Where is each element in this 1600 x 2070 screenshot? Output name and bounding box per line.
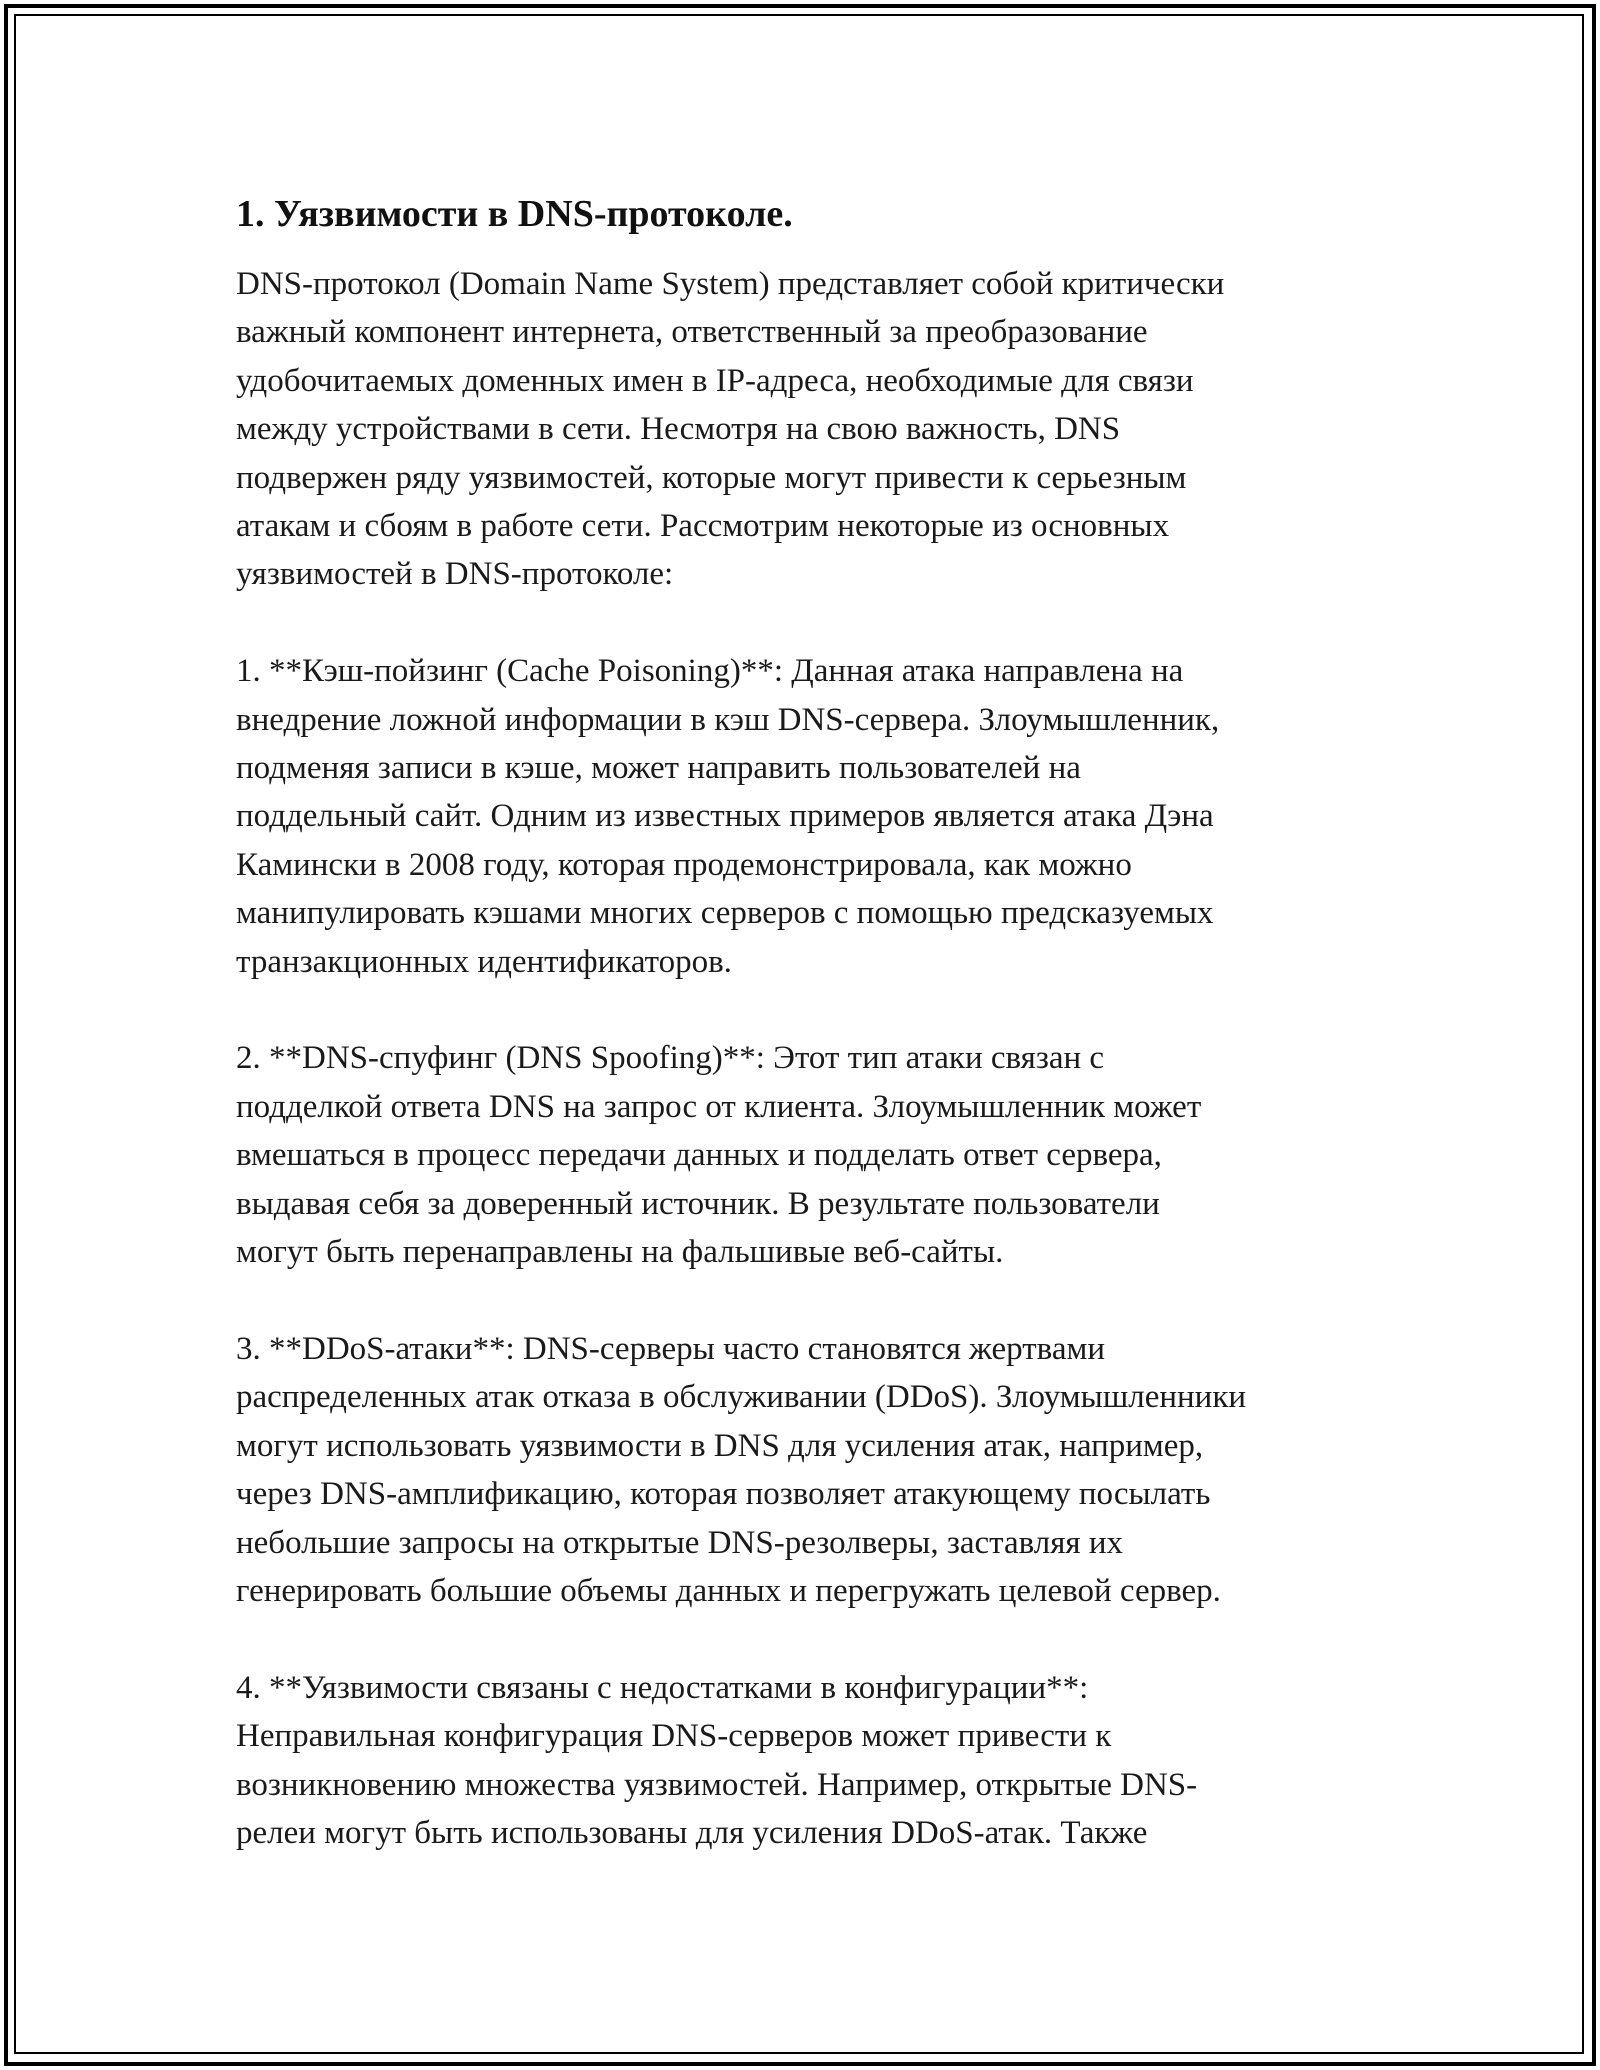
paragraph-ddos: 3. **DDoS-атаки**: DNS-серверы часто становятся жертвами распределенных атак отказа в обслуживании (DDoS). Злоумышленники могут использовать уязвимости в DNS для усиления атак, например, через DNS-амплификацию, которая позволяет атакующему посылать небольшие запросы на открытые DNS-резолверы, заставляя их генерировать большие объемы данных и перегружать целевой сервер. [236,1330,1247,1609]
paragraph-configuration: 4. **Уязвимости связаны с недостатками в конфигурации**: Неправильная конфигурация DNS-серверов может привести к возникновению множества уязвимостей. Например, открытые DNS- релеи могут быть использованы для усиления DDoS-атак. Также [236,1669,1198,1851]
intro-paragraph: DNS-протокол (Domain Name System) представляет собой критически важный компонент интернета, ответственный за преобразование удобочитаемых доменных имен в IP-адреса, необходимые для связи между устройствами в сети. Несмотря на свою важность, DNS подвержен ряду уязвимостей, которые могут привести к серьезным атакам и сбоям в работе сети. Рассмотрим некоторые из основных уязвимостей в DNS-протоколе: [236,266,1225,593]
section-heading: 1. Уязвимости в DNS-протоколе. [236,193,793,235]
document-body [236,188,1376,1906]
paragraph-cache-poisoning: 1. **Кэш-пойзинг (Cache Poisoning)**: Данная атака направлена на внедрение ложной информации в кэш DNS-сервера. Злоумышленник, подменяя записи в кэше, может направить пользователей на поддельный сайт. Одним из известных примеров является атака Дэна Камински в 2008 году, которая продемонстрировала, как можно манипулировать кэшами многих серверов с помощью предсказуемых транзакционных идентификаторов. [236,653,1220,980]
paragraph-dns-spoofing: 2. **DNS-спуфинг (DNS Spoofing)**: Этот тип атаки связан с подделкой ответа DNS на запрос от клиента. Злоумышленник может вмешаться в процесс передачи данных и подделать ответ сервера, выдавая себя за доверенный источник. В результате пользователи могут быть перенаправлены на фальшивые веб-сайты. [236,1040,1202,1271]
